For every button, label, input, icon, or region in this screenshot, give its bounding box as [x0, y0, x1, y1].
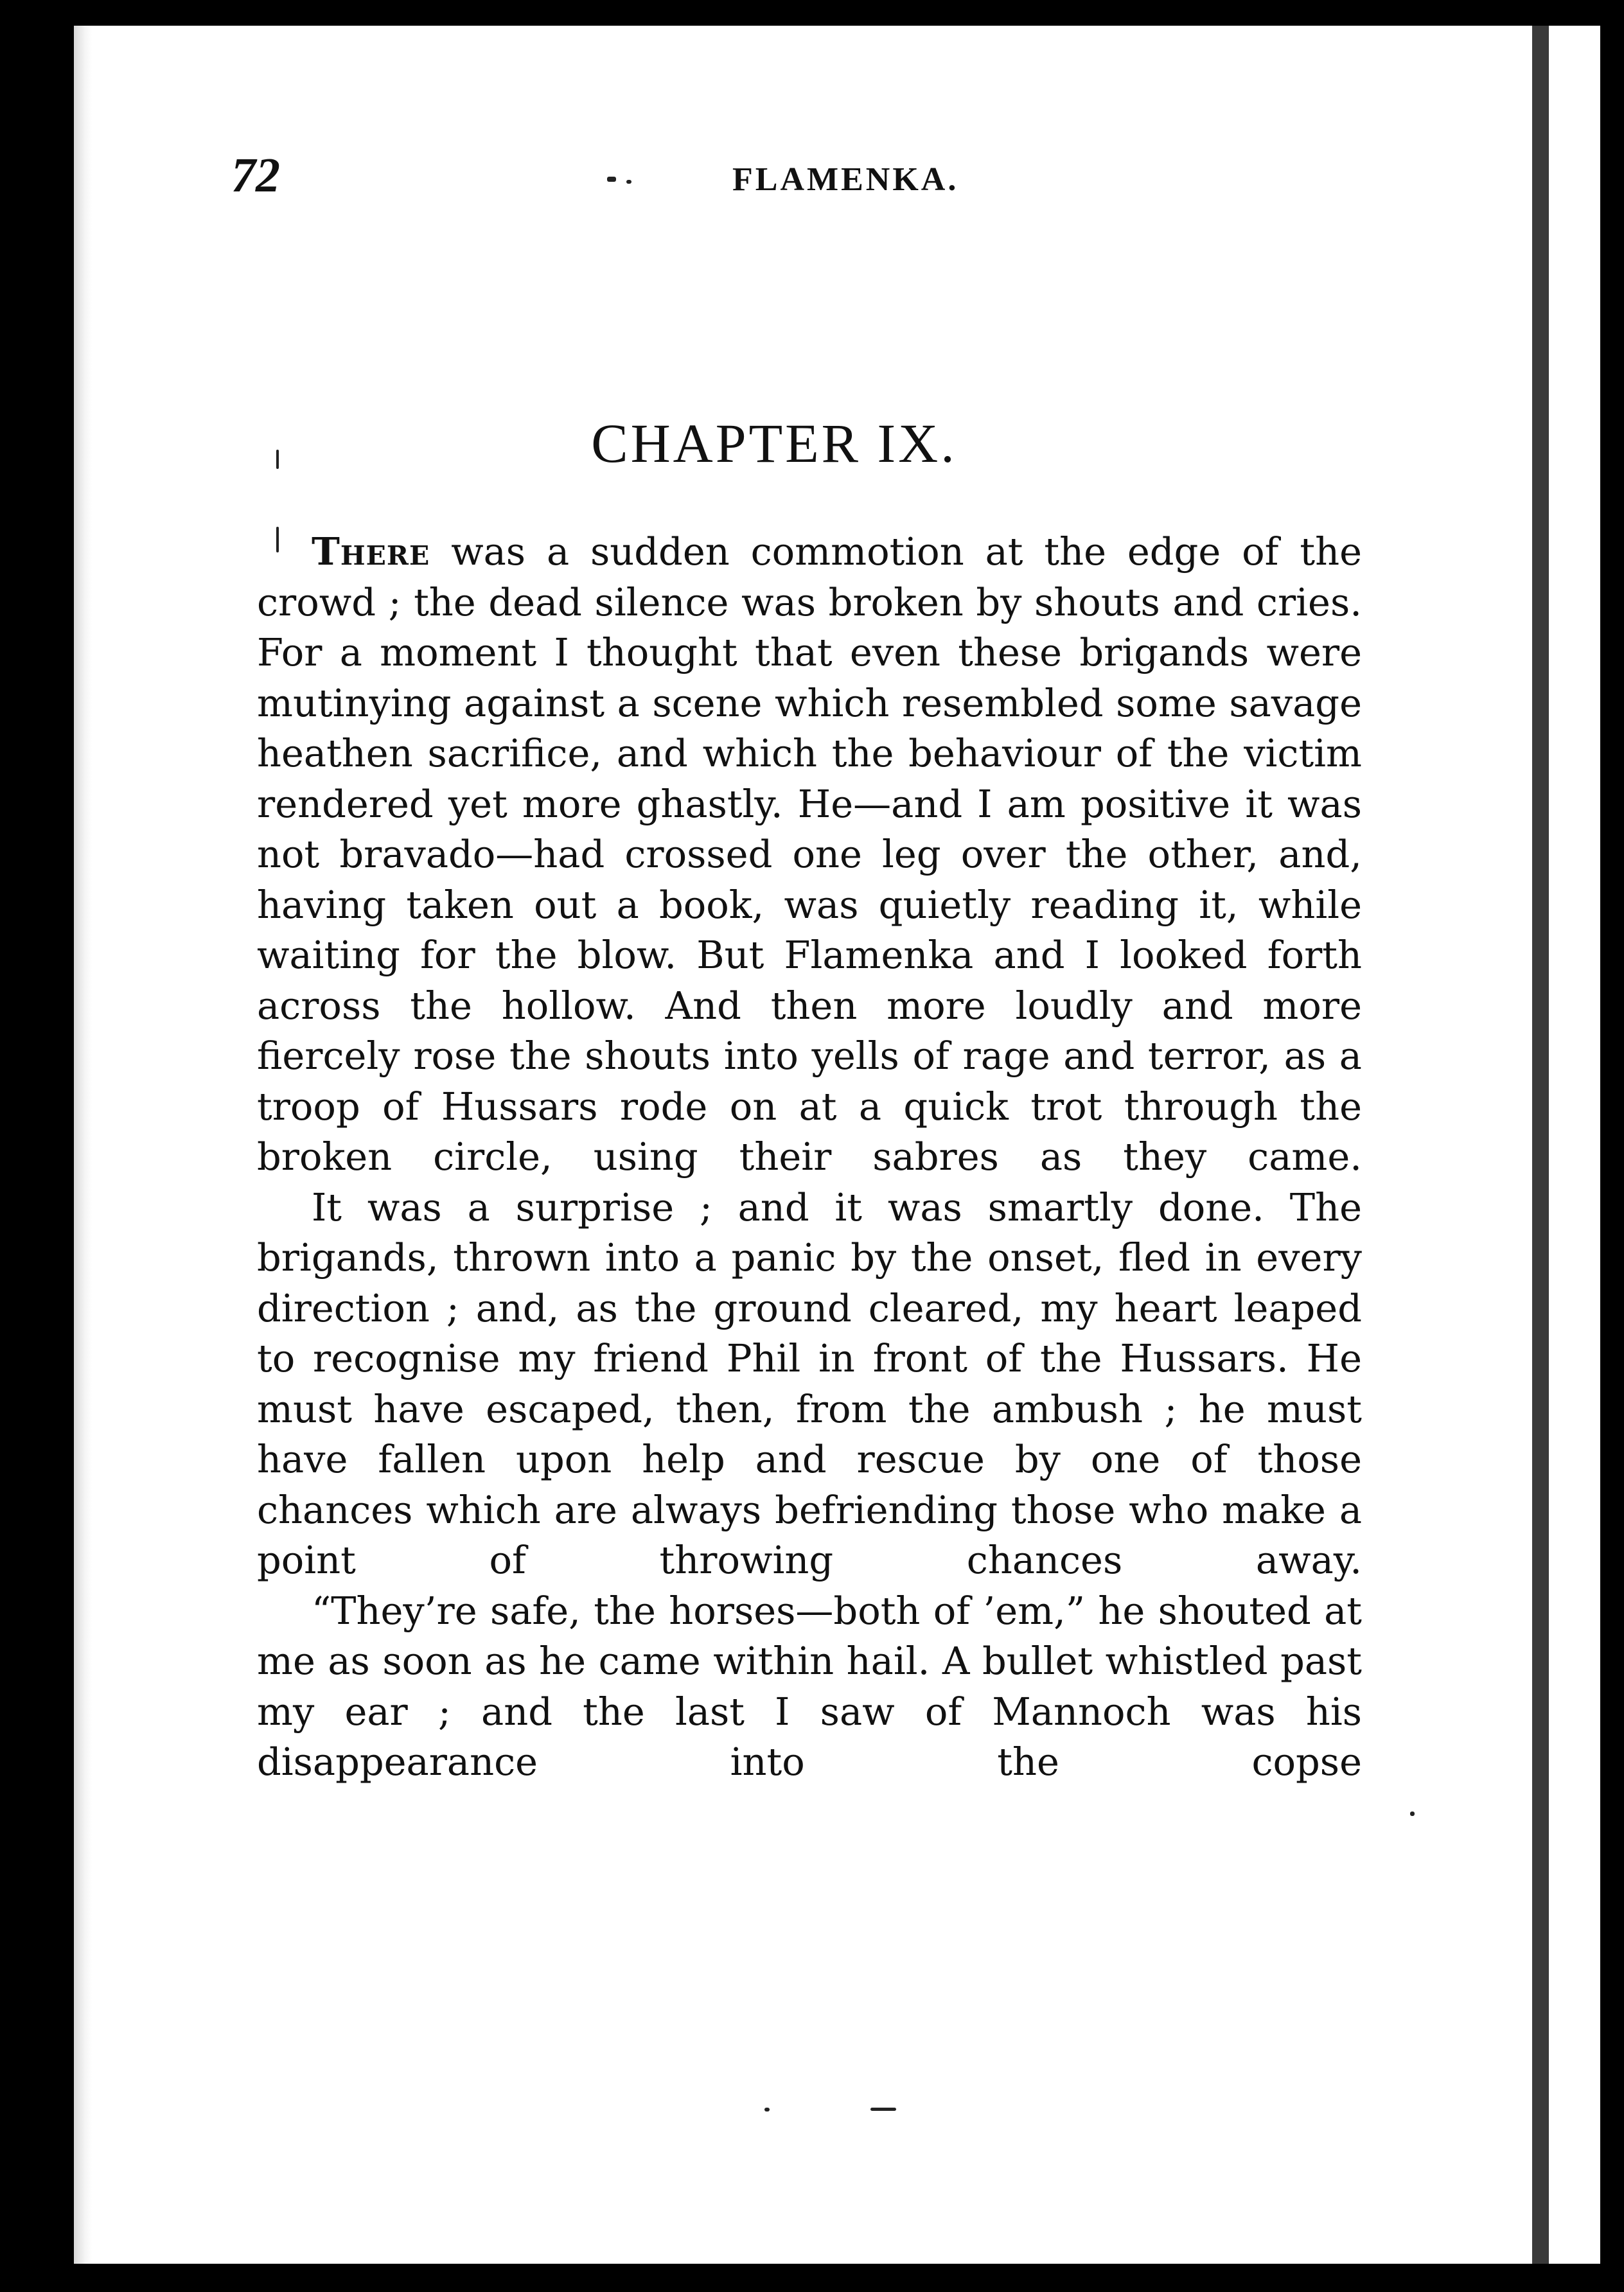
- print-speck: [626, 180, 631, 184]
- paragraph-text: It was a surprise ; and it was smartly done. The brigands, thrown into a panic by the onset, fled in every direction ; and, as the ground cleared, my heart leaped to recognise my friend Phil in front of the Hussars. He must have escaped, then, from the ambush ; he must have fallen upon help and rescue by one of those chances which are always befriending those who make a point of throwing chances away.: [257, 1185, 1362, 1582]
- paragraph-text: was a sudden commotion at the edge of the crowd ; the dead silence was broken by shouts and cries. For a moment I thought that even these brigands were mutinying against a scene which resembled some savage heathen sacrifice, and which the behaviour of the victim rendered yet more ghastly. He—and I am positive it was not bravado—had crossed one leg over the other, and, having taken out a book, was quietly reading it, while waiting for the blow. But Flamenka and I looked forth across the hollow. And then more loudly and more fiercely rose the shouts into yells of rage and terror, as a troop of Hussars rode on at a quick trot through the broken circle, using their sabres as they came.: [257, 529, 1362, 1179]
- paragraph-text: “They’re safe, the horses—both of ’em,” he shouted at me as soon as he came within hail. A bullet whistled past my ear ; and the last I saw of Mannoch was his disappearance into the copse: [257, 1588, 1362, 1784]
- print-speck: [276, 527, 279, 552]
- body-text: [257, 527, 1362, 1788]
- print-speck: [276, 450, 279, 469]
- running-title: FLAMENKA.: [732, 161, 959, 198]
- print-speck: [1410, 1812, 1415, 1816]
- paragraph: [257, 1183, 1362, 1586]
- print-speck: [870, 2108, 896, 2111]
- book-gutter: [1532, 26, 1549, 2264]
- print-speck: [764, 2108, 770, 2111]
- chapter-heading: CHAPTER IX.: [591, 412, 957, 474]
- paragraph: [257, 527, 1362, 1183]
- page-edge: [74, 26, 92, 2264]
- paragraph: [257, 1586, 1362, 1788]
- print-speck: [607, 177, 616, 182]
- running-head: [231, 148, 1420, 231]
- facing-page-edge: [1549, 26, 1600, 2264]
- paragraph-lead-word: There: [312, 529, 430, 574]
- page-number: 72: [231, 148, 280, 202]
